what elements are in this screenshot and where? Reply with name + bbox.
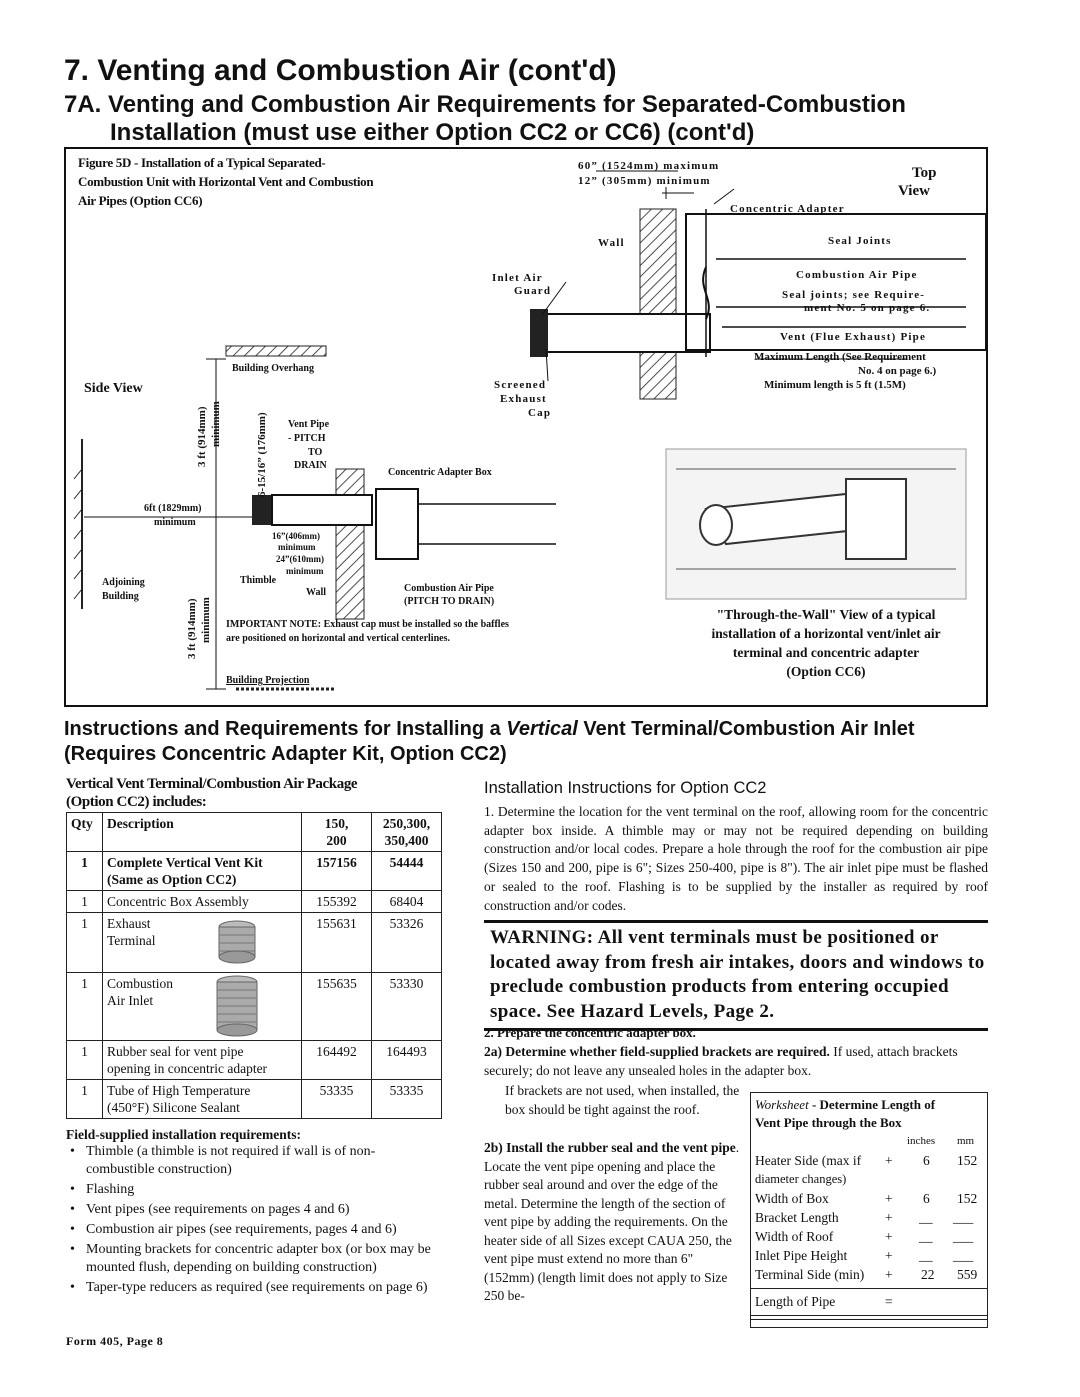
ws-in: __ <box>919 1248 933 1263</box>
worksheet-box <box>750 1092 988 1328</box>
worksheet-row <box>755 1191 983 1210</box>
step-2b-bold: 2b) Install the rubber seal and the vent pipe <box>484 1140 736 1155</box>
ws-op: + <box>885 1248 893 1263</box>
building-label: Building <box>102 591 139 602</box>
photo-caption-3: terminal and concentric adapter <box>732 645 920 660</box>
figure-caption-line2: Combustion Unit with Horizontal Vent and Combustion <box>78 174 374 189</box>
important-note-1: IMPORTANT NOTE: Exhaust cap must be installed so the baffles <box>226 619 509 630</box>
ws-label: Width of Roof <box>755 1229 834 1244</box>
worksheet-row <box>755 1248 983 1267</box>
worksheet-total-row <box>755 1294 983 1313</box>
seal-joints-req-1: Seal joints; see Require- <box>782 289 926 301</box>
row-val-2: 164493 <box>372 1041 442 1080</box>
list-item: • Vent pipes (see requirements on pages 4 and 6) <box>68 1201 440 1219</box>
header-col2-a: 250,300, <box>382 816 431 831</box>
cap-label: Cap <box>528 407 552 419</box>
worksheet-divider <box>751 1319 987 1320</box>
row-val-2: 54444 <box>372 852 442 891</box>
ws-op: + <box>885 1191 893 1206</box>
dim-max-label: 60” (1524mm) maximum <box>578 160 720 172</box>
figure-5d <box>64 147 988 707</box>
list-item: • Mounting brackets for concentric adapter box (or box may be mounted flush, depending on building construction) <box>68 1241 440 1277</box>
worksheet-divider <box>751 1288 987 1289</box>
ws-op: + <box>885 1210 893 1225</box>
minimum-label: minimum <box>210 401 222 447</box>
row-qty: 1 <box>67 1080 103 1119</box>
top-view-label-2: View <box>898 183 930 199</box>
pitch-label: - PITCH <box>288 433 326 444</box>
ws-op: + <box>885 1229 893 1244</box>
ws-op: + <box>885 1153 893 1168</box>
dim-16-min-label: minimum <box>278 542 316 552</box>
row-desc-2: (450°F) Silicone Sealant <box>107 1100 240 1115</box>
package-heading-1: Vertical Vent Terminal/Combustion Air Package <box>66 776 358 792</box>
dim-16-label: 16”(406mm) <box>272 531 320 541</box>
row-desc-1: Tube of High Temperature <box>107 1083 251 1098</box>
header-description: Description <box>103 813 302 852</box>
package-heading-2: (Option CC2) includes: <box>66 794 207 810</box>
max-length-1: Maximum Length (See Requirement <box>754 351 926 363</box>
wall-label: Wall <box>598 237 625 249</box>
row-desc-1: Exhaust <box>107 916 151 931</box>
worksheet-row <box>755 1153 983 1172</box>
list-item: • Combustion air pipes (see requirements, pages 4 and 6) <box>68 1221 440 1239</box>
ws-label: diameter changes) <box>755 1172 847 1186</box>
ws-mm: 559 <box>957 1267 978 1282</box>
photo-caption-2: installation of a horizontal vent/inlet air <box>711 626 941 641</box>
install-step-2b <box>484 1139 742 1306</box>
concentric-adapter-box-label: Concentric Adapter Box <box>388 467 492 478</box>
minimum-2-label: minimum <box>200 597 212 643</box>
dim-176-label: 6-15/16” (176mm) <box>256 412 268 497</box>
top-view-label: Top <box>912 165 937 181</box>
row-desc <box>103 852 302 891</box>
row-val-2: 68404 <box>372 891 442 913</box>
ws-in: 22 <box>921 1267 935 1282</box>
six-ft-label: 6ft (1829mm) <box>144 503 202 514</box>
worksheet-divider <box>751 1315 987 1316</box>
install-step-2a <box>484 1043 988 1080</box>
exhaust-label: Exhaust <box>500 393 547 405</box>
ws-mm: ___ <box>953 1229 974 1244</box>
side-view-label: Side View <box>84 381 143 396</box>
worksheet-row <box>755 1210 983 1229</box>
exhaust-terminal-image <box>215 919 259 965</box>
row-desc-1: Complete Vertical Vent Kit <box>107 855 263 870</box>
vent-pipe-label: Vent Pipe <box>288 419 330 430</box>
header-qty: Qty <box>67 813 103 852</box>
worksheet-row <box>755 1229 983 1248</box>
figure-caption-line1: Figure 5D - Installation of a Typical Separated- <box>78 155 326 170</box>
table-row <box>67 1041 442 1080</box>
row-val-2: 53335 <box>372 1080 442 1119</box>
dim-24-min-label: minimum <box>286 566 324 576</box>
page-title: 7. Venting and Combustion Air (cont'd) <box>64 54 617 87</box>
list-item: • Taper-type reducers as required (see requirements on page 6) <box>68 1279 440 1297</box>
row-val-1: 155635 <box>302 973 372 1041</box>
step-2b-rest: . Locate the vent pipe opening and place the rubber seal around and over the edge of the metal. Determine the length of the section of vent pipe by adding the requirements. On the heater side of all Sizes except CAUA 250, the vent pipe must extend no more than 6" (152mm) (length limit does not apply to Size 250 be- <box>484 1140 740 1303</box>
package-table <box>66 812 442 1119</box>
ws-total-label: Length of Pipe <box>755 1294 836 1309</box>
step-2a-rest: If used, attach brackets securely; do not leave any unsealed holes in the adapter box. <box>484 1044 958 1078</box>
guard-label: Guard <box>514 285 552 297</box>
three-ft-label: 3 ft (914mm) <box>196 406 208 467</box>
ws-label: Width of Box <box>755 1191 829 1206</box>
table-row <box>67 913 442 973</box>
ws-mm: ___ <box>953 1210 974 1225</box>
photo-caption-1: "Through-the-Wall" View of a typical <box>716 607 936 622</box>
ws-in: __ <box>919 1210 933 1225</box>
to-label: TO <box>308 447 323 458</box>
row-desc <box>103 1080 302 1119</box>
list-item: • Thimble (a thimble is not required if wall is of non-combustible construction) <box>68 1143 440 1179</box>
row-val-1: 157156 <box>302 852 372 891</box>
warning-box: WARNING: All vent terminals must be positioned or located away from fresh air intakes, doors and windows to preclude combustion products from entering occupied space. See Hazard Levels, Page 2. <box>484 920 988 1031</box>
seal-joints-label: Seal Joints <box>828 235 892 247</box>
building-overhang-label: Building Overhang <box>232 363 314 374</box>
worksheet-title-rest: - Determine Length of <box>808 1097 936 1112</box>
table-row <box>67 891 442 913</box>
instructions-heading-line1 <box>64 718 915 741</box>
field-req-heading: Field-supplied installation requirements: <box>66 1127 302 1142</box>
photo-caption-4: (Option CC6) <box>786 664 866 679</box>
min-length: Minimum length is 5 ft (1.5M) <box>764 379 906 391</box>
row-qty: 1 <box>67 891 103 913</box>
row-qty: 1 <box>67 852 103 891</box>
heading-part-b: Vent Terminal/Combustion Air Inlet <box>577 718 915 740</box>
max-length-2: No. 4 on page 6.) <box>858 365 937 377</box>
section-title-line1: 7A. Venting and Combustion Air Requirements for Separated-Combustion <box>64 91 906 118</box>
ws-mm: ___ <box>953 1248 974 1263</box>
page-footer: Form 405, Page 8 <box>66 1334 164 1348</box>
dim-min-label: 12” (305mm) minimum <box>578 175 711 187</box>
section-title-line2: Installation (must use either Option CC2 or CC6) (cont'd) <box>110 119 755 146</box>
unit-inches: inches <box>907 1135 936 1147</box>
step-2a-bold: 2a) Determine whether field-supplied brackets are required. <box>484 1044 830 1059</box>
header-col1-a: 150, <box>324 816 349 831</box>
ws-mm: 152 <box>957 1153 978 1168</box>
screened-label: Screened <box>494 379 547 391</box>
header-col1 <box>302 813 372 852</box>
dim-24-label: 24”(610mm) <box>276 554 324 564</box>
thimble-label: Thimble <box>240 575 277 586</box>
row-desc-1: Combustion <box>107 976 174 991</box>
worksheet-title-2: Vent Pipe through the Box <box>755 1115 902 1130</box>
row-val-1: 53335 <box>302 1080 372 1119</box>
worksheet-row <box>755 1267 983 1286</box>
ws-mm: 152 <box>957 1191 978 1206</box>
header-col2 <box>372 813 442 852</box>
row-val-1: 155631 <box>302 913 372 973</box>
vent-flue-pipe-label: Vent (Flue Exhaust) Pipe <box>780 331 927 343</box>
inlet-air-label: Inlet Air <box>492 272 543 284</box>
row-desc-2: Air Inlet <box>107 993 154 1008</box>
table-row <box>67 852 442 891</box>
drain-label: DRAIN <box>294 460 327 471</box>
row-desc <box>103 973 302 1041</box>
ws-op: + <box>885 1267 893 1282</box>
worksheet-title <box>755 1097 935 1113</box>
figure-caption-line3: Air Pipes (Option CC6) <box>78 193 203 208</box>
row-qty: 1 <box>67 913 103 973</box>
table-header-row <box>67 813 442 852</box>
combustion-air-pipe-label: Combustion Air Pipe <box>796 269 918 281</box>
row-desc-2: opening in concentric adapter <box>107 1061 268 1076</box>
adjoining-label: Adjoining <box>102 577 145 588</box>
row-desc-1: Rubber seal for vent pipe <box>107 1044 244 1059</box>
row-desc <box>103 913 302 973</box>
install-heading: Installation Instructions for Option CC2 <box>484 779 767 797</box>
seal-joints-req-2: ment No. 5 on page 6. <box>804 302 931 314</box>
list-item: • Flashing <box>68 1181 440 1199</box>
header-col1-b: 200 <box>326 833 347 848</box>
row-val-1: 155392 <box>302 891 372 913</box>
combustion-air-pipe-side-label: Combustion Air Pipe <box>404 583 494 594</box>
worksheet-row <box>755 1172 983 1191</box>
install-step-2a-cont: If brackets are not used, when installed, the box should be tight against the roof. <box>505 1083 740 1117</box>
combustion-air-inlet-image <box>213 975 261 1037</box>
header-col2-b: 350,400 <box>384 833 429 848</box>
ws-in: __ <box>919 1229 933 1244</box>
pitch-to-drain-label: (PITCH TO DRAIN) <box>404 596 495 607</box>
ws-label: Terminal Side (min) <box>755 1267 865 1282</box>
row-qty: 1 <box>67 973 103 1041</box>
row-val-2: 53326 <box>372 913 442 973</box>
six-ft-min-label: minimum <box>154 517 196 528</box>
ws-label: Bracket Length <box>755 1210 839 1225</box>
row-desc-2: Terminal <box>107 933 156 948</box>
ws-total-op: = <box>885 1294 893 1309</box>
field-req-list <box>68 1143 440 1299</box>
row-desc <box>103 1041 302 1080</box>
heading-italic: Vertical <box>506 718 578 740</box>
ws-in: 6 <box>923 1153 930 1168</box>
row-val-1: 164492 <box>302 1041 372 1080</box>
worksheet-title-italic: Worksheet <box>755 1097 809 1112</box>
row-desc-2: (Same as Option CC2) <box>107 872 237 887</box>
building-projection-label: Building Projection <box>226 675 310 686</box>
three-ft-2-label: 3 ft (914mm) <box>186 598 198 659</box>
concentric-adapter-label: Concentric Adapter <box>730 203 845 215</box>
instructions-heading-line2: (Requires Concentric Adapter Kit, Option CC2) <box>64 743 507 765</box>
unit-mm: mm <box>957 1135 975 1147</box>
ws-in: 6 <box>923 1191 930 1206</box>
install-step-1: 1. Determine the location for the vent terminal on the roof, allowing room for the concentric adapter box inside. A thimble may or may not be required depending on building construction and/or local codes. Prepare a hole through the roof for the combustion air pipe (Sizes 150 and 200, pipe is 6"; Sizes 250-400, pipe is 8"). The air inlet pipe must be flashed or sealed to the roof. Flashing is to be supplied by the installer as required by roof construction and/or codes. <box>484 804 988 913</box>
ws-label: Inlet Pipe Height <box>755 1248 848 1263</box>
install-step-2: 2. Prepare the concentric adapter box. <box>484 1025 696 1040</box>
heading-part-a: Instructions and Requirements for Installing a <box>64 718 507 740</box>
important-note-2: are positioned on horizontal and vertical centerlines. <box>226 633 450 644</box>
row-qty: 1 <box>67 1041 103 1080</box>
row-val-2: 53330 <box>372 973 442 1041</box>
row-desc: Concentric Box Assembly <box>103 891 302 913</box>
wall-side-label: Wall <box>306 587 327 598</box>
ws-label: Heater Side (max if <box>755 1153 862 1168</box>
table-row <box>67 1080 442 1119</box>
table-row <box>67 973 442 1041</box>
